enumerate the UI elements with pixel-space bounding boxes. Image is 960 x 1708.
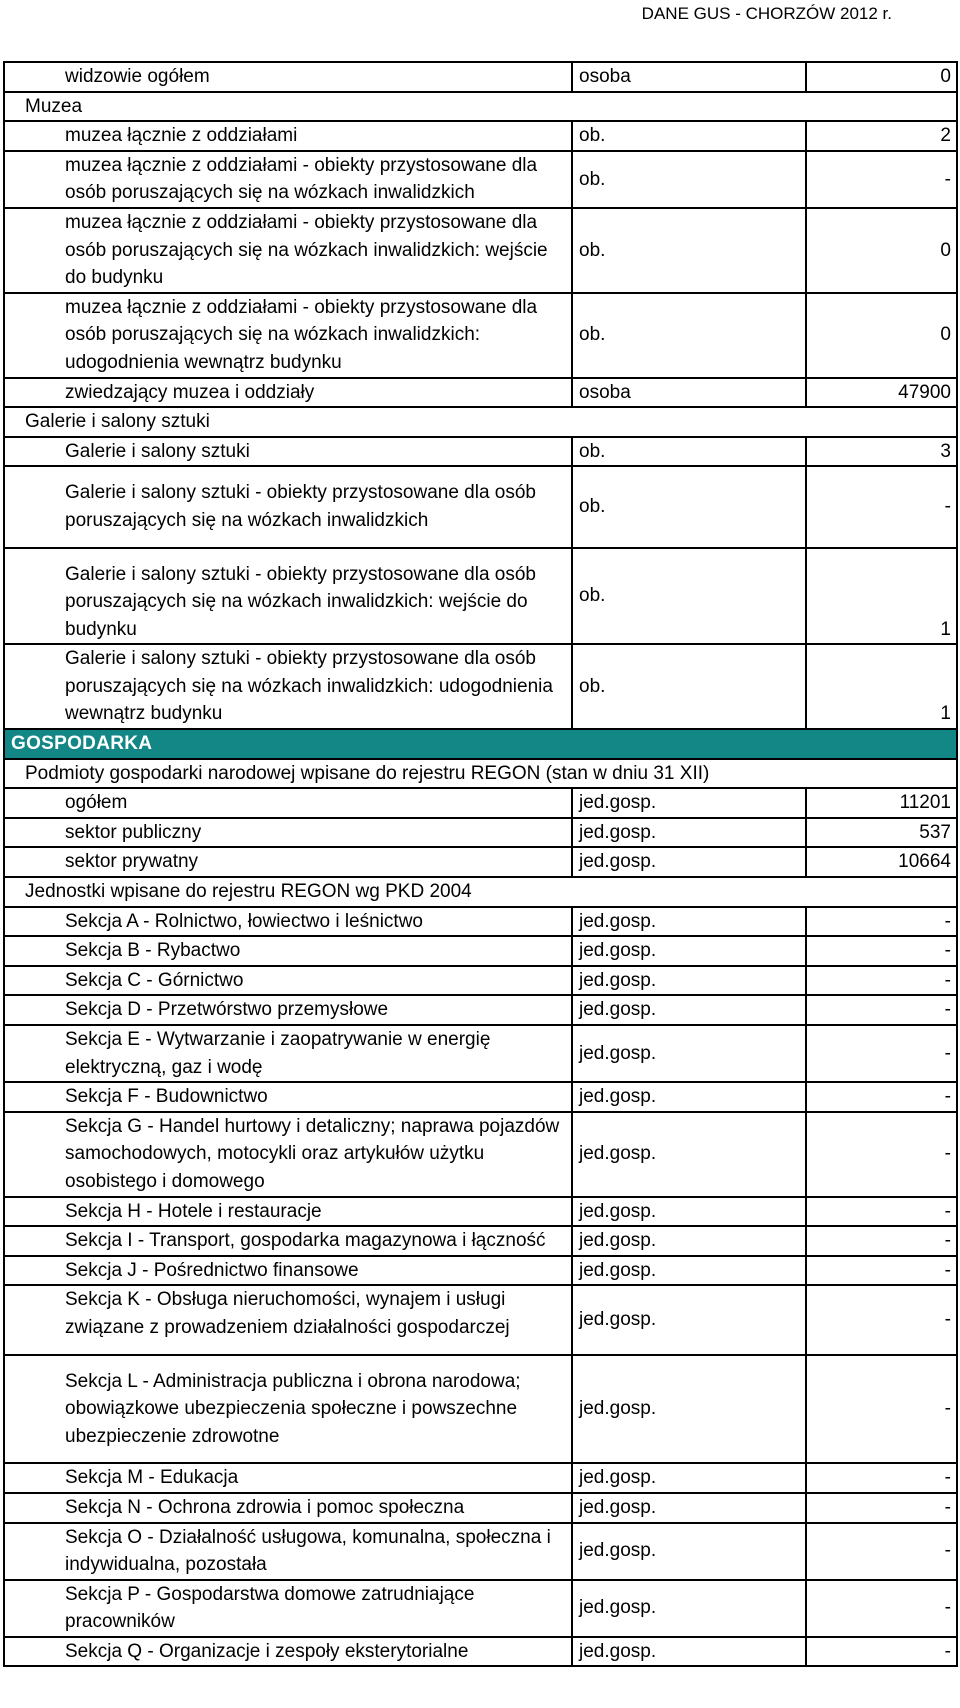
table-row <box>4 644 957 729</box>
row-label: Sekcja B - Rybactwo <box>4 936 572 966</box>
row-value: 11201 <box>806 788 957 818</box>
row-unit: ob. <box>572 548 806 645</box>
table-row <box>4 548 957 645</box>
row-unit: ob. <box>572 293 806 378</box>
row-label: sektor prywatny <box>4 847 572 877</box>
group-header-row <box>4 92 957 122</box>
row-unit: jed.gosp. <box>572 1523 806 1580</box>
table-row <box>4 208 957 293</box>
row-label: Galerie i salony sztuki - obiekty przystosowane dla osób poruszających się na wózkach inwalidzkich: udogodnienia wewnątrz budynku <box>4 644 572 729</box>
row-unit: jed.gosp. <box>572 1355 806 1464</box>
row-label: Galerie i salony sztuki - obiekty przystosowane dla osób poruszających się na wózkach inwalidzkich: wejście do budynku <box>4 548 572 645</box>
table-row <box>4 1355 957 1464</box>
table-row <box>4 966 957 996</box>
row-value: 0 <box>806 208 957 293</box>
row-value: 2 <box>806 121 957 151</box>
table-row <box>4 151 957 208</box>
page-header <box>0 2 960 26</box>
row-value: 3 <box>806 437 957 467</box>
table-row <box>4 788 957 818</box>
row-unit: jed.gosp. <box>572 995 806 1025</box>
row-label: Sekcja I - Transport, gospodarka magazynowa i łączność <box>4 1226 572 1256</box>
table-row <box>4 1285 957 1354</box>
row-label: Sekcja J - Pośrednictwo finansowe <box>4 1256 572 1286</box>
table-row <box>4 1082 957 1112</box>
row-value: - <box>806 907 957 937</box>
row-label: ogółem <box>4 788 572 818</box>
row-unit: ob. <box>572 208 806 293</box>
row-unit: jed.gosp. <box>572 847 806 877</box>
row-label: widzowie ogółem <box>4 62 572 92</box>
row-value: 0 <box>806 62 957 92</box>
row-unit: jed.gosp. <box>572 1463 806 1493</box>
row-value: 537 <box>806 818 957 848</box>
row-value: - <box>806 1256 957 1286</box>
row-unit: jed.gosp. <box>572 1112 806 1197</box>
row-unit: jed.gosp. <box>572 1285 806 1354</box>
table-row <box>4 1226 957 1256</box>
row-value: - <box>806 1082 957 1112</box>
row-value: - <box>806 1463 957 1493</box>
row-label: Galerie i salony sztuki - obiekty przystosowane dla osób poruszających się na wózkach inwalidzkich <box>4 466 572 547</box>
group-header: Podmioty gospodarki narodowej wpisane do rejestru REGON (stan w dniu 31 XII) <box>4 759 957 789</box>
table-row <box>4 1523 957 1580</box>
table-row <box>4 121 957 151</box>
row-label: Sekcja M - Edukacja <box>4 1463 572 1493</box>
row-value: - <box>806 1493 957 1523</box>
table-row <box>4 818 957 848</box>
section-row <box>4 729 957 759</box>
row-value: - <box>806 1025 957 1082</box>
row-value: - <box>806 1197 957 1227</box>
row-value: 0 <box>806 293 957 378</box>
row-value: - <box>806 1285 957 1354</box>
row-unit: jed.gosp. <box>572 818 806 848</box>
row-label: Sekcja H - Hotele i restauracje <box>4 1197 572 1227</box>
group-header: Galerie i salony sztuki <box>4 407 957 437</box>
row-label: Sekcja O - Działalność usługowa, komunalna, społeczna i indywidualna, pozostała <box>4 1523 572 1580</box>
row-value: - <box>806 995 957 1025</box>
row-value: - <box>806 466 957 547</box>
table-row <box>4 1493 957 1523</box>
row-label: Sekcja K - Obsługa nieruchomości, wynajem i usługi związane z prowadzeniem działalności gospodarczej <box>4 1285 572 1354</box>
row-label: muzea łącznie z oddziałami - obiekty przystosowane dla osób poruszających się na wózkach inwalidzkich <box>4 151 572 208</box>
row-unit: jed.gosp. <box>572 1226 806 1256</box>
table-row <box>4 466 957 547</box>
row-label: Sekcja N - Ochrona zdrowia i pomoc społeczna <box>4 1493 572 1523</box>
row-label: Sekcja C - Górnictwo <box>4 966 572 996</box>
row-unit: jed.gosp. <box>572 1637 806 1667</box>
row-value: - <box>806 1637 957 1667</box>
row-value: 1 <box>806 644 957 729</box>
page-title: DANE GUS - CHORZÓW 2012 r. <box>641 4 892 23</box>
table-row <box>4 1463 957 1493</box>
row-unit: jed.gosp. <box>572 1082 806 1112</box>
table-row <box>4 378 957 408</box>
table-row <box>4 62 957 92</box>
table-row <box>4 437 957 467</box>
row-value: - <box>806 151 957 208</box>
statistics-table <box>3 61 958 1667</box>
row-label: muzea łącznie z oddziałami <box>4 121 572 151</box>
row-label: sektor publiczny <box>4 818 572 848</box>
row-unit: osoba <box>572 378 806 408</box>
group-header: Jednostki wpisane do rejestru REGON wg PKD 2004 <box>4 877 957 907</box>
row-unit: jed.gosp. <box>572 1580 806 1637</box>
group-header-row <box>4 407 957 437</box>
table-row <box>4 1197 957 1227</box>
row-label: muzea łącznie z oddziałami - obiekty przystosowane dla osób poruszających się na wózkach inwalidzkich: udogodnienia wewnątrz budynku <box>4 293 572 378</box>
section-header: GOSPODARKA <box>4 729 957 759</box>
table-row <box>4 1256 957 1286</box>
table-row <box>4 907 957 937</box>
row-unit: ob. <box>572 121 806 151</box>
row-label: Sekcja E - Wytwarzanie i zaopatrywanie w energię elektryczną, gaz i wodę <box>4 1025 572 1082</box>
row-unit: ob. <box>572 437 806 467</box>
row-unit: jed.gosp. <box>572 1197 806 1227</box>
table-row <box>4 1637 957 1667</box>
row-label: zwiedzający muzea i oddziały <box>4 378 572 408</box>
group-header-row <box>4 877 957 907</box>
table-row <box>4 1580 957 1637</box>
row-unit: osoba <box>572 62 806 92</box>
table-row <box>4 936 957 966</box>
table-row <box>4 293 957 378</box>
row-unit: jed.gosp. <box>572 1493 806 1523</box>
row-label: Sekcja P - Gospodarstwa domowe zatrudniające pracowników <box>4 1580 572 1637</box>
row-unit: ob. <box>572 151 806 208</box>
row-unit: jed.gosp. <box>572 788 806 818</box>
row-unit: jed.gosp. <box>572 1025 806 1082</box>
row-unit: jed.gosp. <box>572 1256 806 1286</box>
row-label: muzea łącznie z oddziałami - obiekty przystosowane dla osób poruszających się na wózkach inwalidzkich: wejście do budynku <box>4 208 572 293</box>
row-label: Sekcja F - Budownictwo <box>4 1082 572 1112</box>
row-label: Sekcja A - Rolnictwo, łowiectwo i leśnictwo <box>4 907 572 937</box>
row-value: 1 <box>806 548 957 645</box>
row-label: Sekcja G - Handel hurtowy i detaliczny; naprawa pojazdów samochodowych, motocykli oraz artykułów użytku osobistego i domowego <box>4 1112 572 1197</box>
row-unit: jed.gosp. <box>572 907 806 937</box>
row-label: Sekcja L - Administracja publiczna i obrona narodowa; obowiązkowe ubezpieczenia społeczne i powszechne ubezpieczenie zdrowotne <box>4 1355 572 1464</box>
group-header-row <box>4 759 957 789</box>
row-value: - <box>806 936 957 966</box>
row-value: 47900 <box>806 378 957 408</box>
row-label: Sekcja D - Przetwórstwo przemysłowe <box>4 995 572 1025</box>
row-value: - <box>806 1355 957 1464</box>
table-row <box>4 995 957 1025</box>
row-label: Galerie i salony sztuki <box>4 437 572 467</box>
table-row <box>4 1025 957 1082</box>
row-value: - <box>806 1580 957 1637</box>
row-value: - <box>806 966 957 996</box>
row-label: Sekcja Q - Organizacje i zespoły eksterytorialne <box>4 1637 572 1667</box>
row-unit: jed.gosp. <box>572 966 806 996</box>
group-header: Muzea <box>4 92 957 122</box>
row-value: - <box>806 1112 957 1197</box>
table-row <box>4 1112 957 1197</box>
row-value: - <box>806 1226 957 1256</box>
row-value: 10664 <box>806 847 957 877</box>
row-unit: ob. <box>572 644 806 729</box>
row-unit: ob. <box>572 466 806 547</box>
row-unit: jed.gosp. <box>572 936 806 966</box>
table-row <box>4 847 957 877</box>
row-value: - <box>806 1523 957 1580</box>
